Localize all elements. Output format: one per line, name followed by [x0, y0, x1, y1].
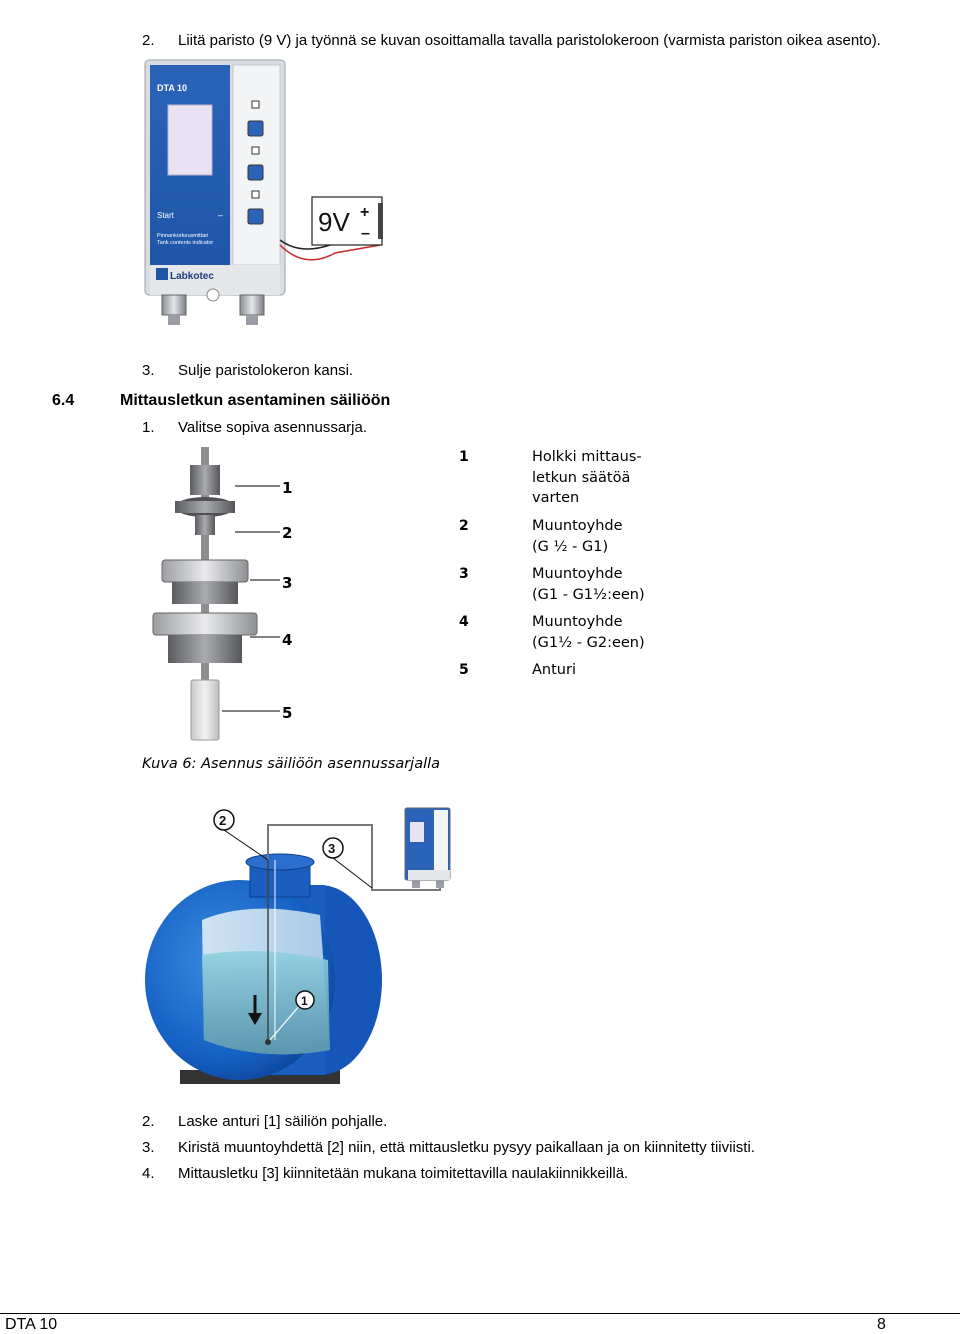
device-battery-illustration [140, 55, 400, 330]
device-desc-line2: Tank contents indicator [157, 240, 214, 246]
battery-plus: + [360, 204, 370, 221]
tank-label-1: 1 [301, 994, 308, 1008]
legend-item-1 [532, 447, 672, 509]
step-text: Mittausletku [3] kiinnitetään mukana toimitettavilla naulakiinnikkeillä. [178, 1165, 629, 1182]
step-number: 2. [142, 1113, 155, 1130]
section-number: 6.4 [52, 392, 75, 409]
step-number: 3. [142, 1139, 155, 1156]
tank-label-2: 2 [219, 813, 227, 828]
legend-number: 4 [459, 614, 469, 630]
step-text: Kiristä muuntoyhdettä [2] niin, että mittausletku pysyy paikallaan ja on kiinnitetty tiiviisti. [178, 1139, 755, 1156]
device-start-label: Start [157, 211, 174, 220]
step-number: 4. [142, 1165, 155, 1182]
legend-line: (G ½ - G1) [532, 538, 609, 555]
kit-label-2: 2 [282, 524, 293, 542]
kit-label-3: 3 [282, 574, 293, 592]
legend-number: 2 [459, 518, 469, 534]
battery-minus: – [361, 225, 370, 242]
footer-page-number: 8 [877, 1316, 886, 1333]
battery-label: 9V [318, 207, 350, 237]
legend-line: Muuntoyhde [532, 614, 623, 630]
device-minus-label: – [218, 210, 224, 220]
kit-label-5: 5 [282, 704, 293, 722]
legend-number: 3 [459, 566, 469, 582]
legend-number: 5 [459, 662, 469, 678]
installation-kit-illustration [150, 445, 300, 745]
step-number: 2. [142, 32, 155, 49]
legend-line: Holkki mittaus- [532, 449, 642, 465]
legend-number: 1 [459, 449, 469, 465]
section-title: Mittausletkun asentaminen säiliöön [120, 392, 391, 409]
device-brand-logo: Labkotec [170, 271, 214, 282]
device-model-label: DTA 10 [157, 83, 188, 93]
legend-line: Anturi [532, 662, 576, 678]
legend-item-4 [532, 612, 672, 653]
legend-item-5 [532, 660, 672, 681]
footer-document-name: DTA 10 [5, 1316, 58, 1333]
legend-line: letkun säätöä [532, 469, 631, 486]
footer-divider [0, 1313, 960, 1314]
step-text: Liitä paristo (9 V) ja työnnä se kuvan osoittamalla tavalla paristolokeroon (varmista pariston oikea asento). [178, 32, 881, 49]
figure-caption: Kuva 6: Asennus säiliöön asennussarjalla [142, 756, 441, 772]
legend-line: Muuntoyhde [532, 518, 623, 534]
step-text: Valitse sopiva asennussarja. [178, 419, 367, 436]
legend-item-2 [532, 516, 672, 557]
step-text: Sulje paristolokeron kansi. [178, 362, 354, 379]
legend-line: varten [532, 490, 580, 506]
device-desc-line1: Pinnankorkeusmittari [157, 233, 209, 239]
kit-label-1: 1 [282, 479, 293, 497]
section-heading [52, 392, 391, 410]
step-text: Laske anturi [1] säiliön pohjalle. [178, 1113, 388, 1130]
tank-label-3: 3 [328, 841, 336, 856]
step-number: 3. [142, 362, 155, 379]
legend-line: (G1½ - G2:een) [532, 634, 645, 651]
legend-line: (G1 - G1½:een) [532, 586, 645, 603]
step-number: 1. [142, 419, 155, 436]
legend-item-3 [532, 564, 672, 605]
tank-installation-illustration [140, 800, 470, 1100]
kit-label-4: 4 [282, 631, 293, 649]
legend-line: Muuntoyhde [532, 566, 623, 582]
